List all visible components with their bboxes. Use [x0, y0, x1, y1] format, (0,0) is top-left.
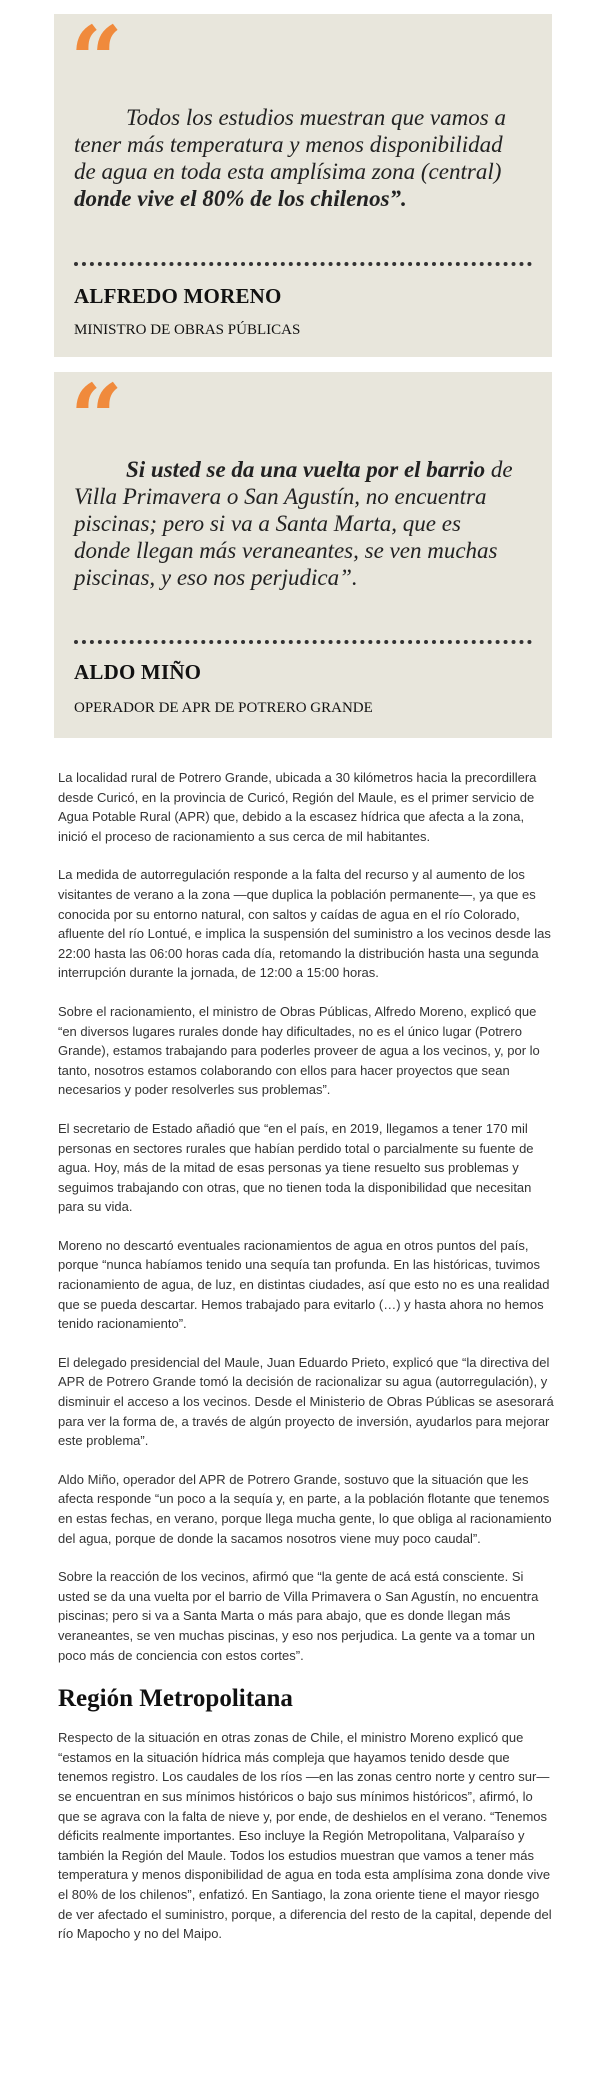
dotted-divider — [74, 262, 532, 266]
quote-mark-icon: “ — [70, 364, 123, 472]
quote-author: ALDO MIÑO — [74, 660, 202, 684]
dotted-divider — [74, 640, 532, 644]
quote-text-plain: de Villa Primavera o San Agustín, no encuentra piscinas; pero si va a Santa Marta, que es donde llegan más veraneantes, se ven muchas piscinas, y eso nos perjudica”. — [74, 457, 513, 590]
quote-author-role: OPERADOR DE APR DE POTRERO GRANDE — [74, 700, 373, 716]
quote-text-bold: donde vive el 80% de los chilenos”. — [74, 186, 407, 211]
article-paragraph: El secretario de Estado añadió que “en el país, en 2019, llegamos a tener 170 mil personas en sectores rurales que habían perdido total o parcialmente su fuente de agua. Hoy, más de la mitad de esas personas ya tiene resuelto sus problemas y seguimos trabajando con otras, que no tienen toda la disponibilidad que necesitan para su vida. — [58, 1120, 534, 1215]
article-paragraph: La medida de autorregulación responde a la falta del recurso y al aumento de los visitantes de verano a la zona —que duplica la población permanente—, ya que es conocida por su entorno natural, con saltos y caídas de agua en el río Colorado, afluente del río Lontué, e implica la suspensión del suministro a los vecinos desde las 22:00 hasta las 06:00 horas cada día, retomando la distribución hasta una segunda interrupción durante la jornada, de 12:00 a 15:00 horas. — [58, 867, 551, 981]
article-paragraph: Aldo Miño, operador del APR de Potrero Grande, sostuvo que la situación que les afecta responde “un poco a la sequía y, en parte, a la población flotante que tenemos en estas fechas, en verano, porque llega mucha gente, lo que obliga al racionamiento del agua, porque de donde la sacamos nosotros viene muy poco caudal”. — [58, 1471, 552, 1546]
pull-quote-moreno — [54, 6, 552, 357]
pull-quote-mino — [54, 364, 552, 738]
article-paragraph: Moreno no descartó eventuales racionamientos de agua en otros puntos del país, porque “nunca habíamos tenido una sequía tan profunda. En las históricas, tuvimos racionamiento de agua, de luz, en distintas ciudades, así que esto no es una realidad que se pueda descartar. Hemos trabajado para evitarlo (…) y hasta ahora no hemos tenido racionamiento”. — [58, 1237, 550, 1332]
quote-author: ALFREDO MORENO — [74, 284, 282, 308]
article-paragraph: El delegado presidencial del Maule, Juan Eduardo Prieto, explicó que “la directiva del APR de Potrero Grande tomó la decisión de racionalizar su agua (autorregulación), y disminuir el acceso a los vecinos. Desde el Ministerio de Obras Públicas se asesorará para ver la forma de, a través de algún proyecto de inversión, ayudarlos para mejorar este problema”. — [58, 1354, 554, 1449]
quote-text-bold: Si usted se da una vuelta por el barrio — [126, 457, 486, 482]
quote-text-plain: Todos los estudios muestran que vamos a tener más temperatura y menos disponibilidad de agua en toda esta amplísima zona (central) — [74, 105, 506, 184]
article-paragraph: La localidad rural de Potrero Grande, ubicada a 30 kilómetros hacia la precordillera desde Curicó, en la provincia de Curicó, Región del Maule, es el primer servicio de Agua Potable Rural (APR) que, debido a la escasez hídrica que afecta a la zona, inició el proceso de racionamiento a sus cerca de mil habitantes. — [58, 770, 537, 844]
quote-author-role: MINISTRO DE OBRAS PÚBLICAS — [74, 322, 301, 338]
article-body — [58, 768, 554, 1963]
article-paragraph: Sobre la reacción de los vecinos, afirmó que “la gente de acá está consciente. Si usted se da una vuelta por el barrio de Villa Primavera o San Agustín, no encuentra piscinas; pero si va a Santa Marta o más para abajo, que es donde llegan más veraneantes, se ven muchas piscinas, y eso nos perjudica. La gente va a tomar un poco más de conciencia con estos cortes”. — [58, 1569, 539, 1663]
quote-text — [74, 104, 520, 212]
quote-text — [74, 456, 520, 591]
section-heading: Región Metropolitana — [58, 1685, 293, 1713]
article-paragraph: Sobre el racionamiento, el ministro de Obras Públicas, Alfredo Moreno, explicó que “en diversos lugares rurales donde hay dificultades, no es el único lugar (Potrero Grande), estamos trabajando para poderles proveer de agua a los vecinos, y, por lo tanto, nosotros estamos colaborando con ellos para hacer proyectos que sean necesarios y poder resolverles sus problemas”. — [58, 1003, 540, 1098]
quote-mark-icon: “ — [70, 6, 123, 114]
article-paragraph: Respecto de la situación en otras zonas de Chile, el ministro Moreno explicó que “estamos en la situación hídrica más compleja que hayamos tenido desde que tenemos registro. Los caudales de los ríos —en las zonas centro norte y centro sur— se encuentran en sus mínimos históricos o bajo sus mínimos históricos”, afirmó, lo que se agrava con la falta de nieve y, por ende, de deshielos en el verano. “Tenemos déficits realmente importantes. Eso incluye la Región Metropolitana, Valparaíso y también la Región del Maule. Todos los estudios muestran que vamos a tener más temperatura y menos disponibilidad de agua en toda esta amplísima zona donde vive el 80% de los chilenos”, enfatizó. En Santiago, la zona oriente tiene el mayor riesgo de ver afectado el suministro, porque, a diferencia del resto de la capital, depende del río Mapocho y no del Maipo. — [58, 1730, 552, 1942]
